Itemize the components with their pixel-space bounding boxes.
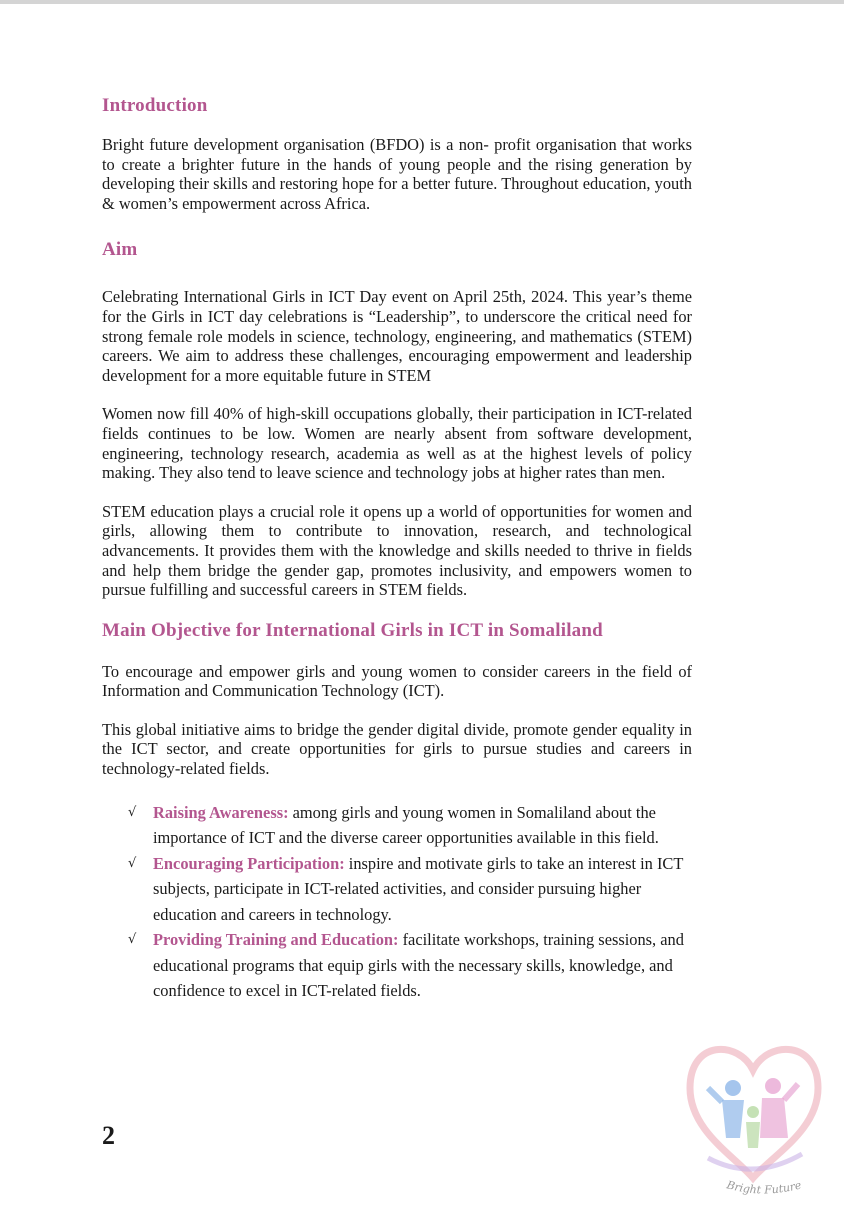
- checkmark-icon: √: [128, 855, 137, 871]
- svg-text:Bright Future: [724, 1178, 803, 1196]
- logo-text: Bright Future: [725, 1178, 803, 1197]
- bright-future-logo: [678, 1030, 828, 1200]
- objective-description: inspire and motivate girls to take an interest in ICT subjects, participate in ICT-related activities, and consider pursuing higher education and careers in technology.: [153, 853, 684, 924]
- introduction-paragraph: Bright future development organisation (BFDO) is a non- profit organisation that works to create a brighter future in the hands of young people and the rising generation by developing their skills and restoring hope for a better future. Throughout education, youth & women’s empowerment across Africa.: [102, 135, 692, 213]
- objective-term: Raising Awareness:: [153, 802, 289, 822]
- objective-term: Providing Training and Education:: [153, 930, 399, 950]
- list-item: [102, 851, 692, 928]
- aim-paragraph-2: Women now fill 40% of high-skill occupations globally, their participation in ICT-related fields continues to be low. Women are nearly absent from software development, engineering, technology research, academia as well as at the highest levels of policy making. They also tend to leave science and technology jobs at higher rates than men.: [102, 404, 692, 483]
- objective-term: Encouraging Participation:: [153, 853, 345, 873]
- main-objective-paragraph-2: This global initiative aims to bridge the gender digital divide, promote gender equality in the ICT sector, and create opportunities for girls to pursue studies and careers in technology-related fields.: [102, 719, 692, 779]
- document-page: [102, 94, 692, 1004]
- objectives-checklist: [102, 800, 692, 1004]
- objective-description: facilitate workshops, training sessions, and educational programs that equip girls with the necessary skills, knowledge, and confidence to excel in ICT-related fields.: [153, 930, 684, 1001]
- page-number: 2: [102, 1121, 115, 1150]
- main-objective-paragraph-1: To encourage and empower girls and young women to consider careers in the field of Information and Communication Technology (ICT).: [102, 661, 692, 701]
- aim-paragraph-3: STEM education plays a crucial role it opens up a world of opportunities for women and girls, allowing them to contribute to innovation, research, and technological advancements. It provides them with the knowledge and skills needed to thrive in fields and help them bridge the gender gap, promotes inclusivity, and empowers women to pursue fulfilling and successful careers in STEM fields.: [102, 501, 692, 600]
- objective-description: among girls and young women in Somaliland about the importance of ICT and the diverse career opportunities available in this field.: [153, 802, 659, 848]
- main-objective-heading: Main Objective for International Girls in ICT in Somaliland: [102, 619, 603, 641]
- list-item: [102, 800, 692, 851]
- page-top-border: [0, 0, 844, 4]
- checkmark-icon: √: [128, 932, 137, 948]
- bright-future-heart-logo-icon: [678, 1030, 828, 1200]
- checkmark-icon: √: [128, 804, 137, 820]
- introduction-heading: Introduction: [102, 95, 208, 116]
- aim-paragraph-1: Celebrating International Girls in ICT Day event on April 25th, 2024. This year’s theme for the Girls in ICT day celebrations is “Leadership”, to underscore the critical need for strong female role models in science, technology, engineering, and mathematics (STEM) careers. We aim to address these challenges, encouraging empowerment and leadership development for a more equitable future in STEM: [102, 287, 692, 385]
- aim-heading: Aim: [102, 239, 138, 261]
- list-item: [102, 927, 692, 1004]
